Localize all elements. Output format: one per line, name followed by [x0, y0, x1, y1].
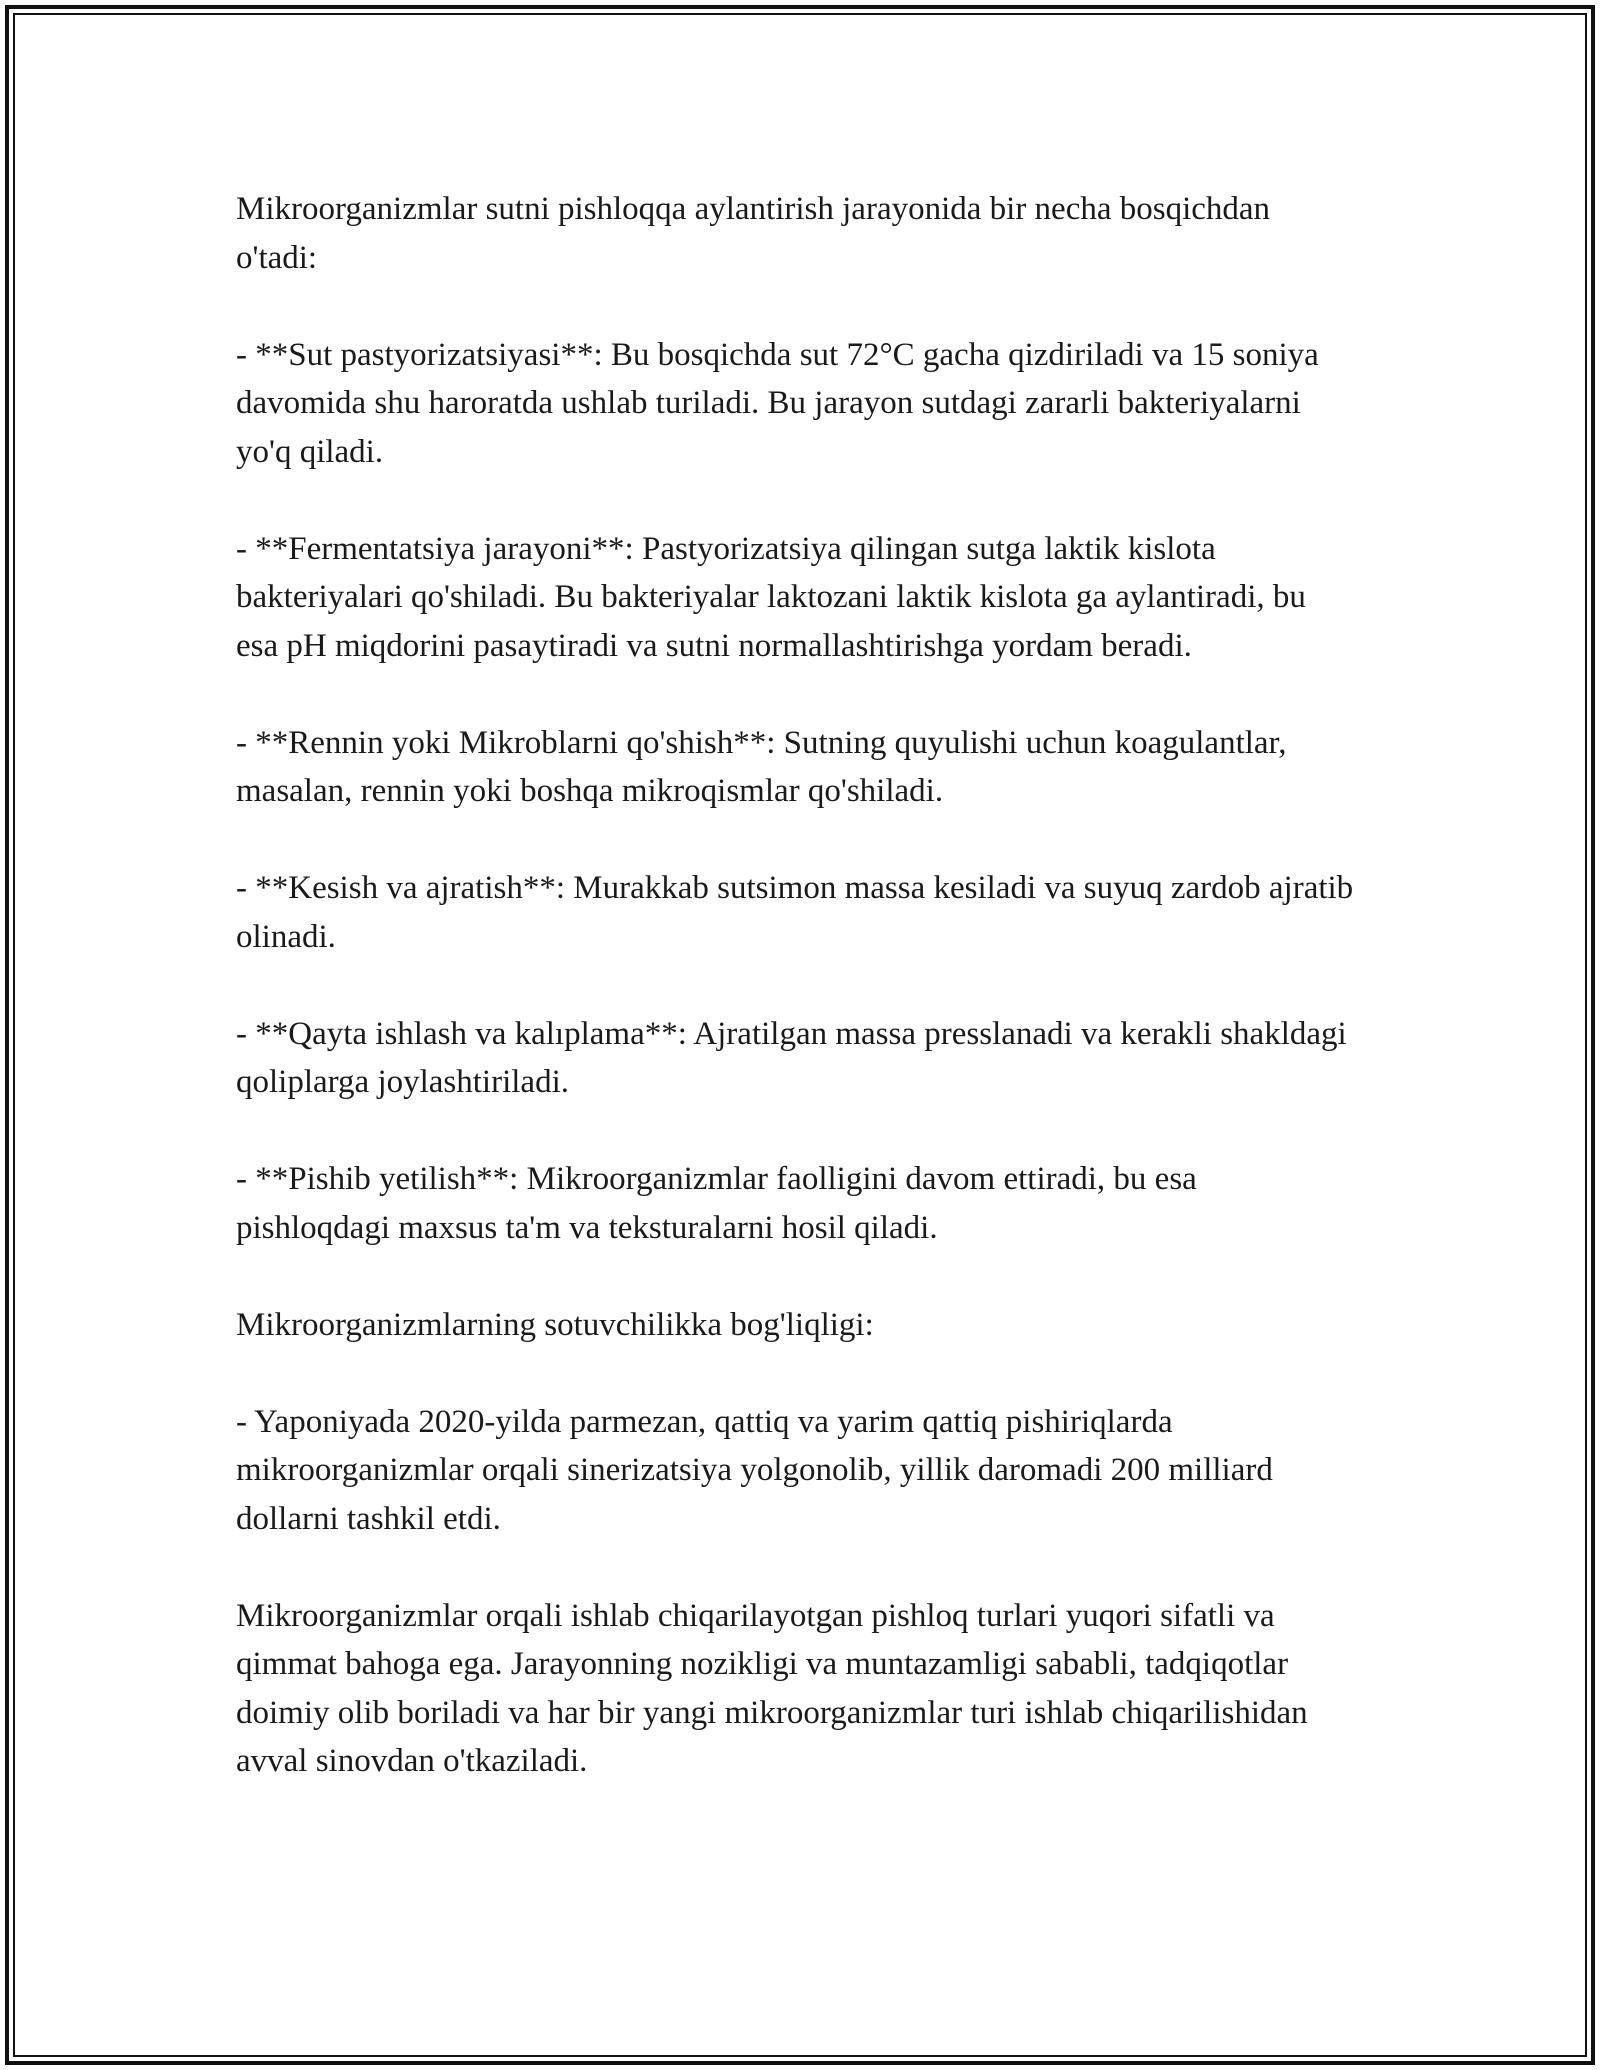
- step-ripening: - **Pishib yetilish**: Mikroorganizmlar faolligini davom ettiradi, bu esa pishloqdagi maxsus ta'm va teksturalarni hosil qiladi.: [236, 1161, 1197, 1246]
- step-molding: - **Qayta ishlash va kalıplama**: Ajratilgan massa presslanadi va kerakli shakldagi qoliplarga joylashtiriladi.: [236, 1015, 1347, 1100]
- step-rennin: - **Rennin yoki Mikroblarni qo'shish**: Sutning quyulishi uchun koagulantlar, masalan, rennin yoki boshqa mikroqismlar qo'shiladi.: [236, 724, 1287, 809]
- step-fermentation: - **Fermentatsiya jarayoni**: Pastyorizatsiya qilingan sutga laktik kislota bakteriyalari qo'shiladi. Bu bakteriyalar laktozani laktik kislota ga aylantiradi, bu esa pH miqdorini pasaytiradi va sutni normallashtirishga yordam beradi.: [236, 530, 1306, 664]
- market-point: - Yaponiyada 2020-yilda parmezan, qattiq va yarim qattiq pishiriqlarda mikroorganizmlar orqali sinerizatsiya yolgonolib, yillik daromadi 200 milliard dollarni tashkil etdi.: [236, 1403, 1273, 1537]
- document-body: [236, 185, 1356, 1834]
- conclusion-paragraph: Mikroorganizmlar orqali ishlab chiqarilayotgan pishloq turlari yuqori sifatli va qimmat bahoga ega. Jarayonning nozikligi va muntazamligi sababli, tadqiqotlar doimiy olib boriladi va har bir yangi mikroorganizmlar turi ishlab chiqarilishidan avval sinovdan o'tkaziladi.: [236, 1597, 1308, 1779]
- step-pasteurization: - **Sut pastyorizatsiyasi**: Bu bosqichda sut 72°C gacha qizdiriladi va 15 soniya davomida shu haroratda ushlab turiladi. Bu jarayon sutdagi zararli bakteriyalarni yo'q qiladi.: [236, 336, 1319, 470]
- step-cutting: - **Kesish va ajratish**: Murakkab sutsimon massa kesiladi va suyuq zardob ajratib olinadi.: [236, 870, 1354, 955]
- market-heading: Mikroorganizmlarning sotuvchilikka bog'liqligi:: [236, 1306, 874, 1343]
- intro-paragraph: Mikroorganizmlar sutni pishloqqa aylantirish jarayonida bir necha bosqichdan o'tadi:: [236, 191, 1271, 276]
